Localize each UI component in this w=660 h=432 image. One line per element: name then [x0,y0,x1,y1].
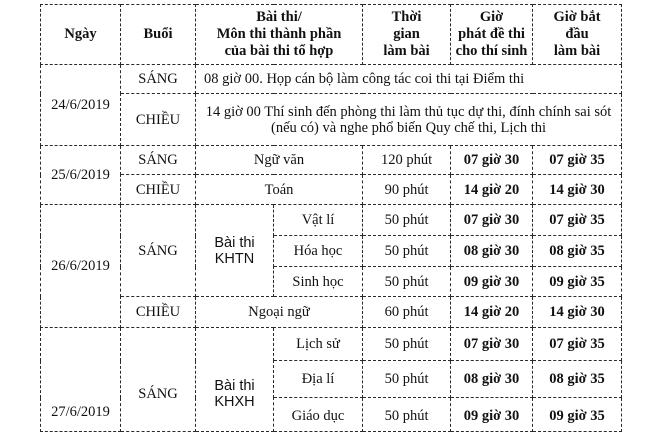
combined-exam-cell: Bài thi KHXH [196,328,274,432]
subject-cell: Hóa học [274,236,363,267]
start-time-cell: 07 giờ 35 [533,328,622,361]
start-time-cell: 08 giờ 35 [533,361,622,398]
table-row [41,65,622,94]
start-time-cell: 07 giờ 35 [533,146,622,175]
subject-cell: Địa lí [274,361,363,398]
header-row [41,5,622,65]
duration-cell: 120 phút [363,146,451,175]
duration-cell: 50 phút [363,398,451,432]
session-cell: CHIỀU [121,94,196,146]
subject-cell: Lịch sử [274,328,363,361]
note-cell: 08 giờ 00. Họp cán bộ làm công tác coi thi tại Điểm thi [196,65,622,94]
session-cell: SÁNG [121,205,196,297]
duration-cell: 50 phút [363,236,451,267]
session-cell: SÁNG [121,65,196,94]
table-row [41,175,622,205]
distribute-time-cell: 14 giờ 20 [451,297,533,328]
distribute-time-cell: 09 giờ 30 [451,398,533,432]
start-time-cell: 09 giờ 35 [533,267,622,297]
start-time-cell: 07 giờ 35 [533,205,622,236]
start-time-cell: 14 giờ 30 [533,297,622,328]
distribute-time-cell: 07 giờ 30 [451,205,533,236]
date-cell: 26/6/2019 [41,205,121,328]
start-time-cell: 08 giờ 35 [533,236,622,267]
session-cell: CHIỀU [121,175,196,205]
start-time-cell: 09 giờ 35 [533,398,622,432]
session-cell: CHIỀU [121,297,196,328]
subject-cell: Toán [196,175,363,205]
duration-cell: 50 phút [363,205,451,236]
distribute-time-cell: 09 giờ 30 [451,267,533,297]
header-duration: Thời gian làm bài [363,5,451,65]
exam-schedule-table [40,4,622,432]
distribute-time-cell: 08 giờ 30 [451,236,533,267]
session-cell: SÁNG [121,146,196,175]
subject-cell: Ngoại ngữ [196,297,363,328]
start-time-cell: 14 giờ 30 [533,175,622,205]
distribute-time-cell: 14 giờ 20 [451,175,533,205]
duration-cell: 50 phút [363,361,451,398]
combined-exam-cell: Bài thi KHTN [196,205,274,297]
date-cell: 24/6/2019 [41,65,121,146]
table-row [41,328,622,361]
date-cell: 25/6/2019 [41,146,121,205]
header-start-time: Giờ bắt đầu làm bài [533,5,622,65]
table-row [41,297,622,328]
table-row [41,146,622,175]
note-cell: 14 giờ 00 Thí sinh đến phòng thi làm thủ tục dự thi, đính chính sai sót (nếu có) và nghe phổ biến Quy chế thi, Lịch thi [196,94,622,146]
duration-cell: 50 phút [363,328,451,361]
header-distribute-time: Giờ phát đề thi cho thí sinh [451,5,533,65]
header-exam: Bài thi/ Môn thi thành phần của bài thi tổ hợp [196,5,363,65]
distribute-time-cell: 08 giờ 30 [451,361,533,398]
distribute-time-cell: 07 giờ 30 [451,146,533,175]
duration-cell: 90 phút [363,175,451,205]
subject-cell: Ngữ văn [196,146,363,175]
table-row [41,205,622,236]
duration-cell: 60 phút [363,297,451,328]
distribute-time-cell: 07 giờ 30 [451,328,533,361]
table-row [41,94,622,146]
subject-cell: Sinh học [274,267,363,297]
subject-cell: Vật lí [274,205,363,236]
subject-cell: Giáo dục [274,398,363,432]
duration-cell: 50 phút [363,267,451,297]
header-session: Buổi [121,5,196,65]
date-cell: 27/6/2019 [41,328,121,432]
session-cell: SÁNG [121,328,196,432]
header-date: Ngày [41,5,121,65]
